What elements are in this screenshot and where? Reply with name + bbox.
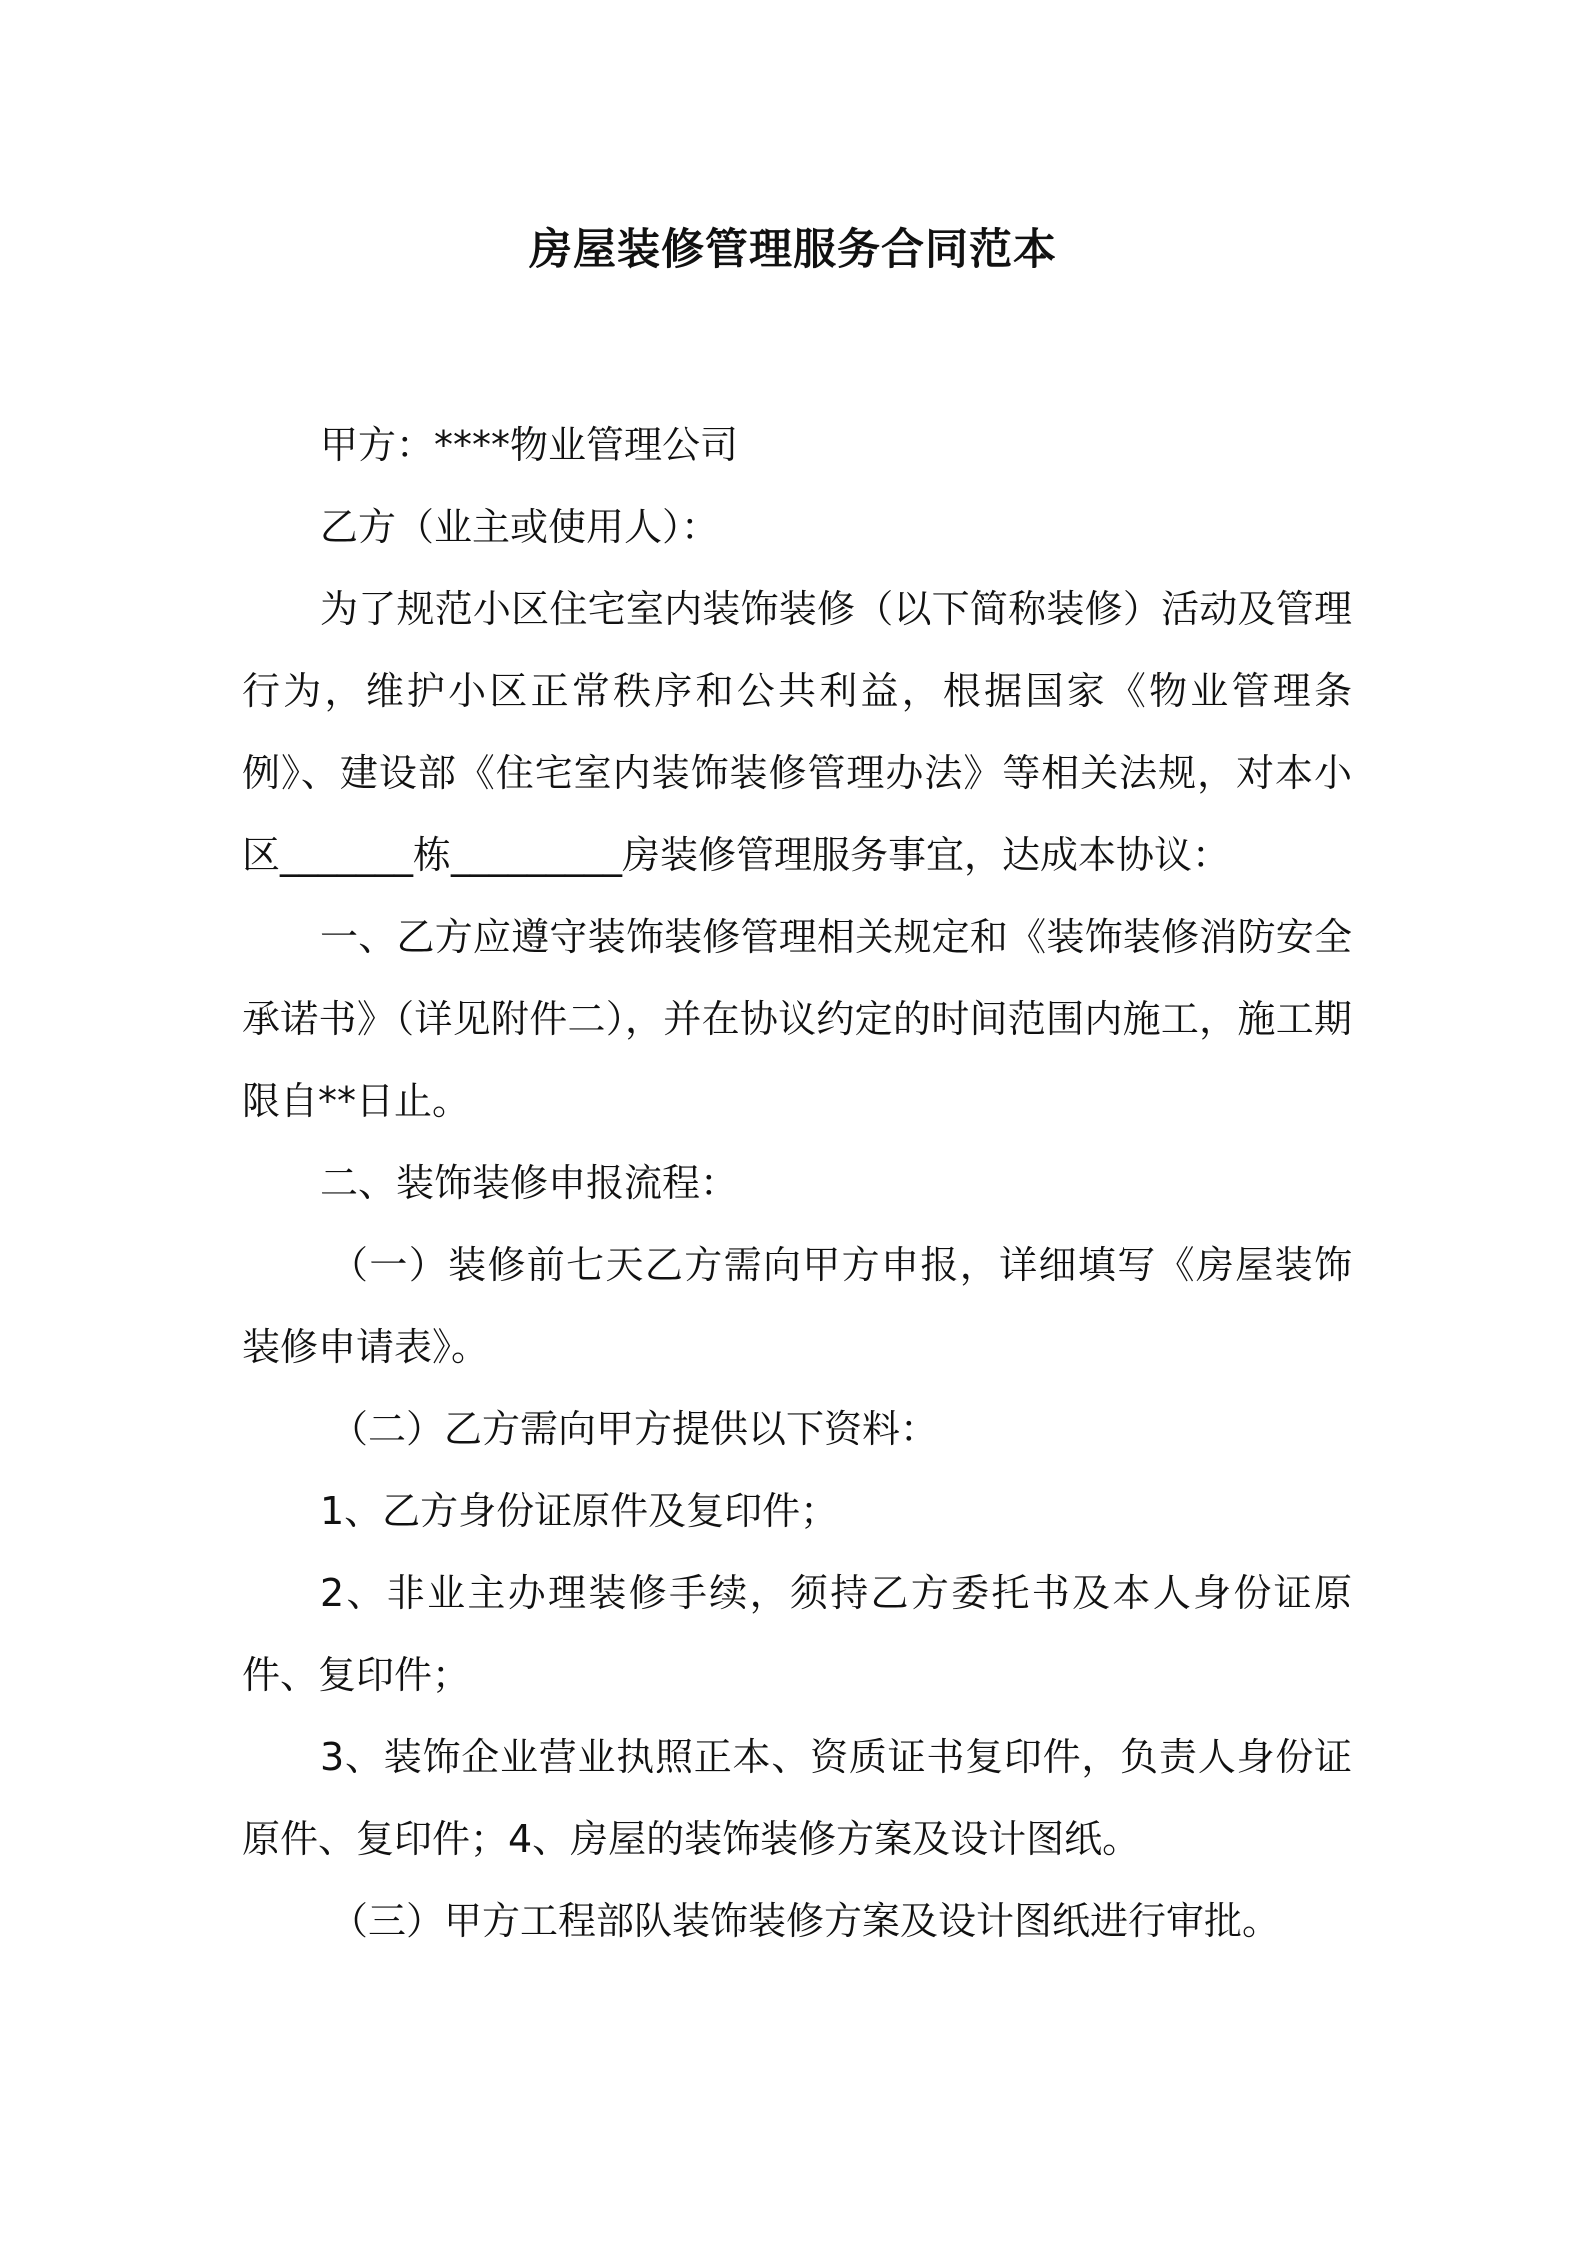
clause-2-3-paragraph: （三）甲方工程部队装饰装修方案及设计图纸进行审批。 [330, 1899, 1281, 1943]
party-b-line: 乙方（业主或使用人）： [320, 505, 720, 549]
list-item-1: 1、乙方身份证原件及复印件； [320, 1489, 839, 1533]
intro-paragraph: 为了规范小区住宅室内装饰装修（以下简称装修）活动及管理行为，维护小区正常秩序和公共利益，根据国家《物业管理条例》、建设部《住宅室内装饰装修管理办法》等相关法规，对本小区_______栋_________房装修管理服务事宜，达成本协议： [242, 587, 1352, 877]
list-item-2: 2、非业主办理装修手续，须持乙方委托书及本人身份证原件、复印件； [242, 1571, 1352, 1697]
clause-2-2-paragraph: （二）乙方需向甲方提供以下资料： [330, 1407, 939, 1451]
party-a-line: 甲方：****物业管理公司 [320, 423, 739, 467]
document-body [242, 404, 1352, 1962]
list-item-3: 3、装饰企业营业执照正本、资质证书复印件，负责人身份证原件、复印件；4、房屋的装饰装修方案及设计图纸。 [242, 1735, 1352, 1861]
clause-2-1-paragraph: （一）装修前七天乙方需向甲方申报，详细填写《房屋装饰装修申请表》。 [242, 1243, 1352, 1369]
clause-1-paragraph: 一、乙方应遵守装饰装修管理相关规定和《装饰装修消防安全承诺书》（详见附件二），并在协议约定的时间范围内施工，施工期限自**日止。 [242, 915, 1352, 1123]
document-title: 房屋装修管理服务合同范本 [529, 225, 1057, 275]
clause-2-heading: 二、装饰装修申报流程： [320, 1161, 739, 1205]
